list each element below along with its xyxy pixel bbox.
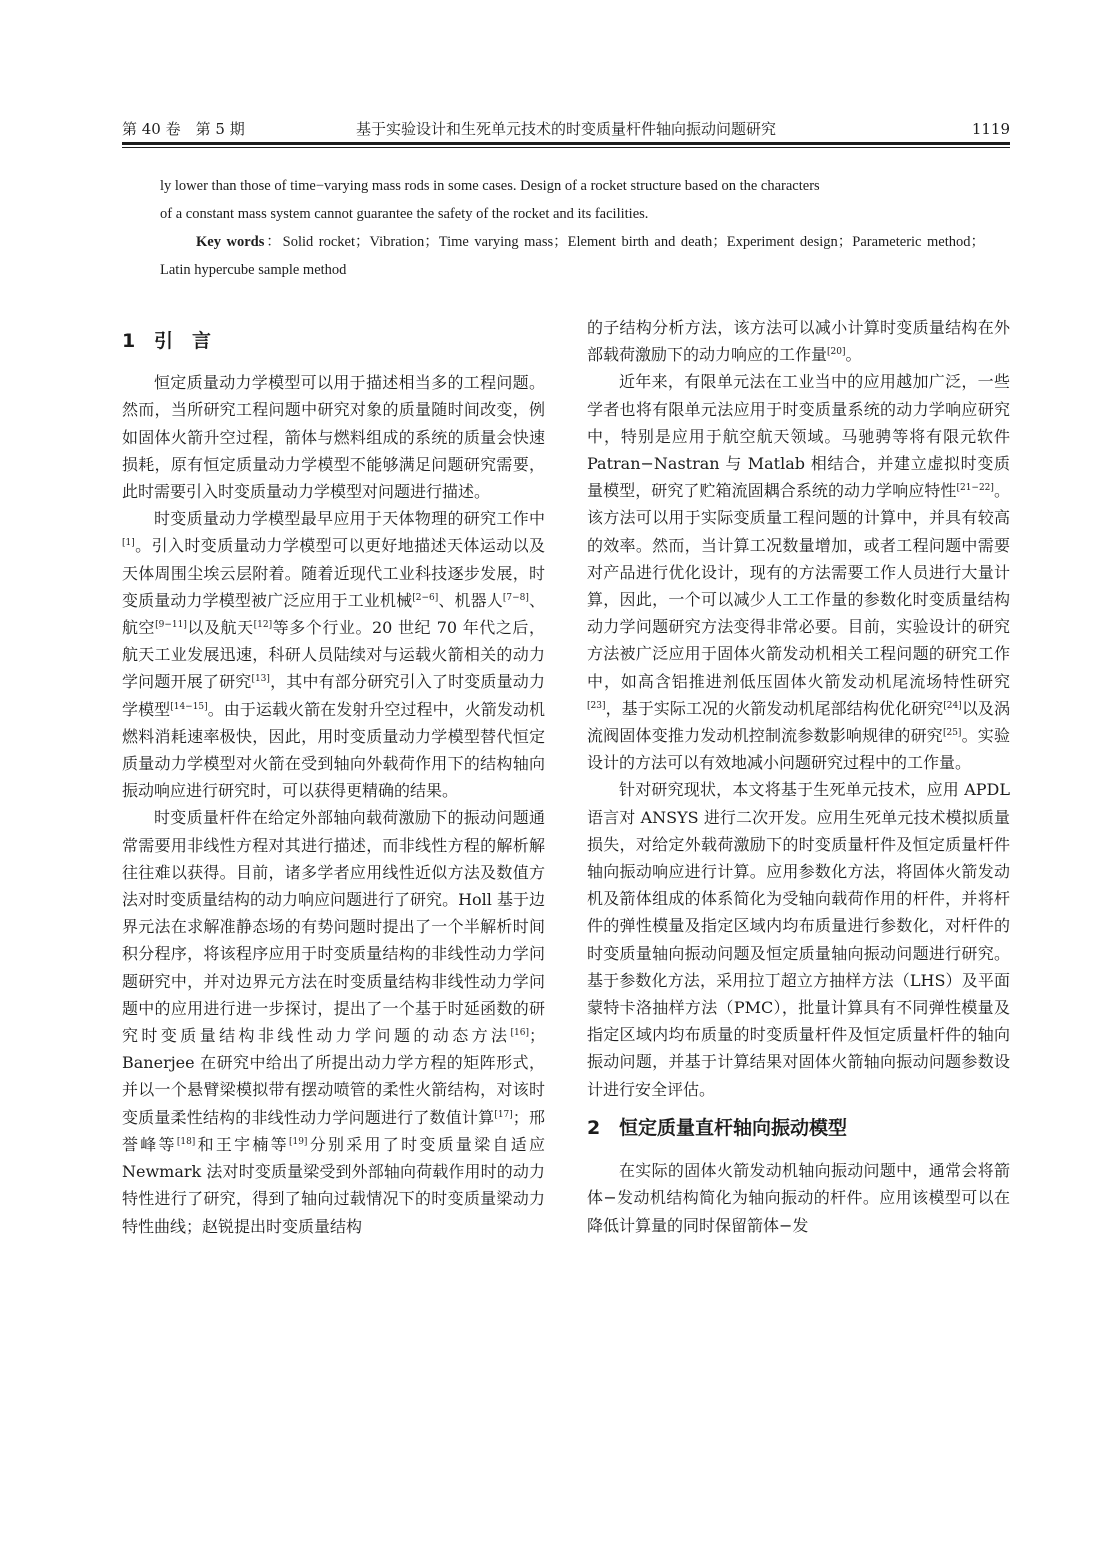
paragraph-text: 、机器人: [438, 590, 503, 610]
left-column: [122, 314, 545, 1240]
paragraph-text: 时变质量动力学模型最早应用于天体物理的研究工作中: [154, 509, 545, 529]
citation: [16]: [510, 1028, 529, 1039]
paragraph-text: 和王宇楠等: [195, 1134, 289, 1154]
header-rule-thin: [122, 147, 1010, 148]
section-number: 1: [122, 330, 136, 352]
citation: [18]: [176, 1136, 196, 1147]
paragraph: [587, 314, 1010, 368]
page-number: 1119: [971, 120, 1010, 138]
citation: [2−6]: [412, 592, 439, 603]
paragraph: [122, 804, 545, 1239]
citation: [21−22]: [956, 483, 994, 494]
running-header: [122, 118, 1010, 140]
paragraph-text: 。实验设计的方法可以有效地减小问题研究过程中的工作量。: [587, 726, 1010, 773]
citation: [9−11]: [155, 620, 187, 631]
section-title: 引 言: [154, 330, 212, 352]
paragraph: [122, 505, 545, 804]
paragraph-text: 。该方法可以用于实际变质量工程问题的计算中，并具有较高的效率。然而，当计算工况数量增加，或者工程问题中需要对产品进行优化设计，现有的方法需要工作人员进行大量计算，因此，一个可以减少人工工作量的参数化时变质量结构动力学问题研究方法变得非常必要。目前，实验设计的研究方法被广泛应用于固体火箭发动机相关工程问题的研究工作中，如高含铝推进剂低压固体火箭发动机尾流场特性研究: [587, 481, 1010, 691]
citation: [19]: [288, 1136, 308, 1147]
citation: [24]: [943, 700, 962, 711]
citation: [14−15]: [170, 701, 208, 712]
paragraph-text: 以及涡流阀固体变推力发动机控制流参数影响规律的研究: [587, 698, 1010, 746]
paragraph-text: 近年来，有限单元法在工业当中的应用越加广泛，一些学者也将有限单元法应用于时变质量系统的动力学响应研究中，特别是应用于航空航天领域。马驰骋等将有限元软件 Patran−Nastran 与 Matlab 相结合，并建立虚拟时变质量模型，研究了贮箱流固耦合系统的动力学响应特性: [587, 372, 1010, 501]
paragraph: 针对研究现状，本文将基于生死单元技术，应用 APDL 语言对 ANSYS 进行二次开发。应用生死单元技术模拟质量损失，对给定外载荷激励下的时变质量杆件及恒定质量杆件轴向振动响应进行计算。应用参数化方法，将固体火箭发动机及箭体组成的体系简化为受轴向载荷作用的杆件，并将杆件的弹性模量及指定区域内均布质量进行参数化，对杆件的时变质量轴向振动问题及恒定质量轴向振动问题进行研究。基于参数化方法，采用拉丁超立方抽样方法（LHS）及平面蒙特卡洛抽样方法（PMC），批量计算具有不同弹性模量及指定区域内均布质量的时变质量杆件及恒定质量杆件的轴向振动问题，并基于计算结果对固体火箭轴向振动问题参数设计进行安全评估。: [587, 780, 1010, 1099]
running-title: 基于实验设计和生死单元技术的时变质量杆件轴向振动问题研究: [355, 120, 776, 138]
paragraph: 在实际的固体火箭发动机轴向振动问题中，通常会将箭体−发动机结构简化为轴向振动的杆件。应用该模型可以在降低计算量的同时保留箭体−发: [587, 1161, 1010, 1235]
header-rule-thick: [122, 142, 1010, 145]
keywords-label: Key words: [196, 234, 265, 250]
citation: [1]: [122, 538, 135, 549]
paragraph-text: 。引入时变质量动力学模型可以更好地描述天体运动以及天体周围尘埃云层附着。随着近现代工业科技逐步发展，时变质量动力学模型被广泛应用于工业机械: [122, 536, 545, 610]
paragraph-text: 、航空: [122, 590, 545, 638]
paragraph-text: 分别采用了时变质量梁自适应 Newmark 法对时变质量梁受到外部轴向荷载作用时的动力特性进行了研究，得到了轴向过载情况下的时变质量梁动力特性曲线；赵锐提出时变质量结构: [122, 1134, 545, 1236]
volume-issue: 第 40 卷 第 5 期: [122, 120, 245, 138]
paragraph-text: 以及航天: [186, 618, 254, 638]
paragraph-text: ；Banerjee 在研究中给出了所提出动力学方程的矩阵形式，并以一个悬臂梁模拟带有摆动喷管的柔性火箭结构，对该时变质量柔性结构的非线性动力学问题进行了数值计算: [122, 1026, 545, 1127]
right-column: [587, 314, 1010, 1239]
section-heading-2: [587, 1115, 1010, 1142]
paragraph-text: 的子结构分析方法，该方法可以减小计算时变质量结构在外部载荷激励下的动力响应的工作量: [587, 318, 1010, 365]
citation: [12]: [253, 620, 273, 631]
paragraph-text: ，其中有部分研究引入了时变质量动力学模型: [122, 672, 545, 719]
paragraph-text: 时变质量杆件在给定外部轴向载荷激励下的振动问题通常需要用非线性方程对其进行描述，而非线性方程的解析解往往难以获得。目前，诸多学者应用线性近似方法及数值方法对时变质量结构的动力响应问题进行了研究。Holl 基于边界元法在求解准静态场的有势问题时提出了一个半解析时间积分程序，将该程序应用于时变质量结构的非线性动力学问题研究中，并对边界元方法在时变质量结构非线性动力学问题中的应用进行进一步探讨，提出了一个基于时延函数的研究时变质量结构非线性动力学问题的动态方法: [122, 808, 545, 1046]
section-heading-1: [122, 328, 545, 355]
citation: [25]: [942, 728, 962, 739]
section-number: 2: [587, 1116, 601, 1139]
keywords-separator: ：: [264, 234, 283, 250]
paragraph-text: 。: [845, 345, 862, 365]
citation: [23]: [587, 700, 606, 711]
abstract-line: of a constant mass system cannot guarantee the safety of the rocket and its facilities.: [160, 206, 649, 222]
paragraph-text: 等多个行业。20 世纪 70 年代之后，航天工业发展迅速，科研人员陆续对与运载火箭相关的动力学问题开展了研究: [122, 618, 545, 692]
citation: [17]: [494, 1109, 513, 1120]
abstract-continuation: [160, 172, 985, 284]
section-title: 恒定质量直杆轴向振动模型: [619, 1116, 848, 1139]
keywords: [160, 228, 985, 284]
keywords-text: Solid rocket；Vibration；Time varying mass；Element birth and death；Experiment design；Parameteric method；Latin hypercube sample method: [160, 234, 986, 278]
paragraph: 恒定质量动力学模型可以用于描述相当多的工程问题。然而，当所研究工程问题中研究对象的质量随时间改变，例如固体火箭升空过程，箭体与燃料组成的系统的质量会快速损耗，原有恒定质量动力学模型不能够满足问题研究需要，此时需要引入时变质量动力学模型对问题进行描述。: [122, 373, 545, 502]
citation: [13]: [251, 674, 270, 685]
paragraph-text: 。由于运载火箭在发射升空过程中，火箭发动机燃料消耗速率极快，因此，用时变质量动力学模型替代恒定质量动力学模型对火箭在受到轴向外载荷作用下的结构轴向振动响应进行研究时，可以获得更精确的结果。: [122, 699, 545, 801]
abstract-line: ly lower than those of time−varying mass rods in some cases. Design of a rocket structure based on the characters: [160, 178, 820, 194]
citation: [7−8]: [502, 592, 529, 603]
paragraph-text: ；邢誉峰等: [122, 1107, 545, 1154]
paragraph-text: ，基于实际工况的火箭发动机尾部结构优化研究: [605, 698, 944, 718]
paragraph: [587, 368, 1010, 776]
citation: [20]: [827, 347, 846, 358]
